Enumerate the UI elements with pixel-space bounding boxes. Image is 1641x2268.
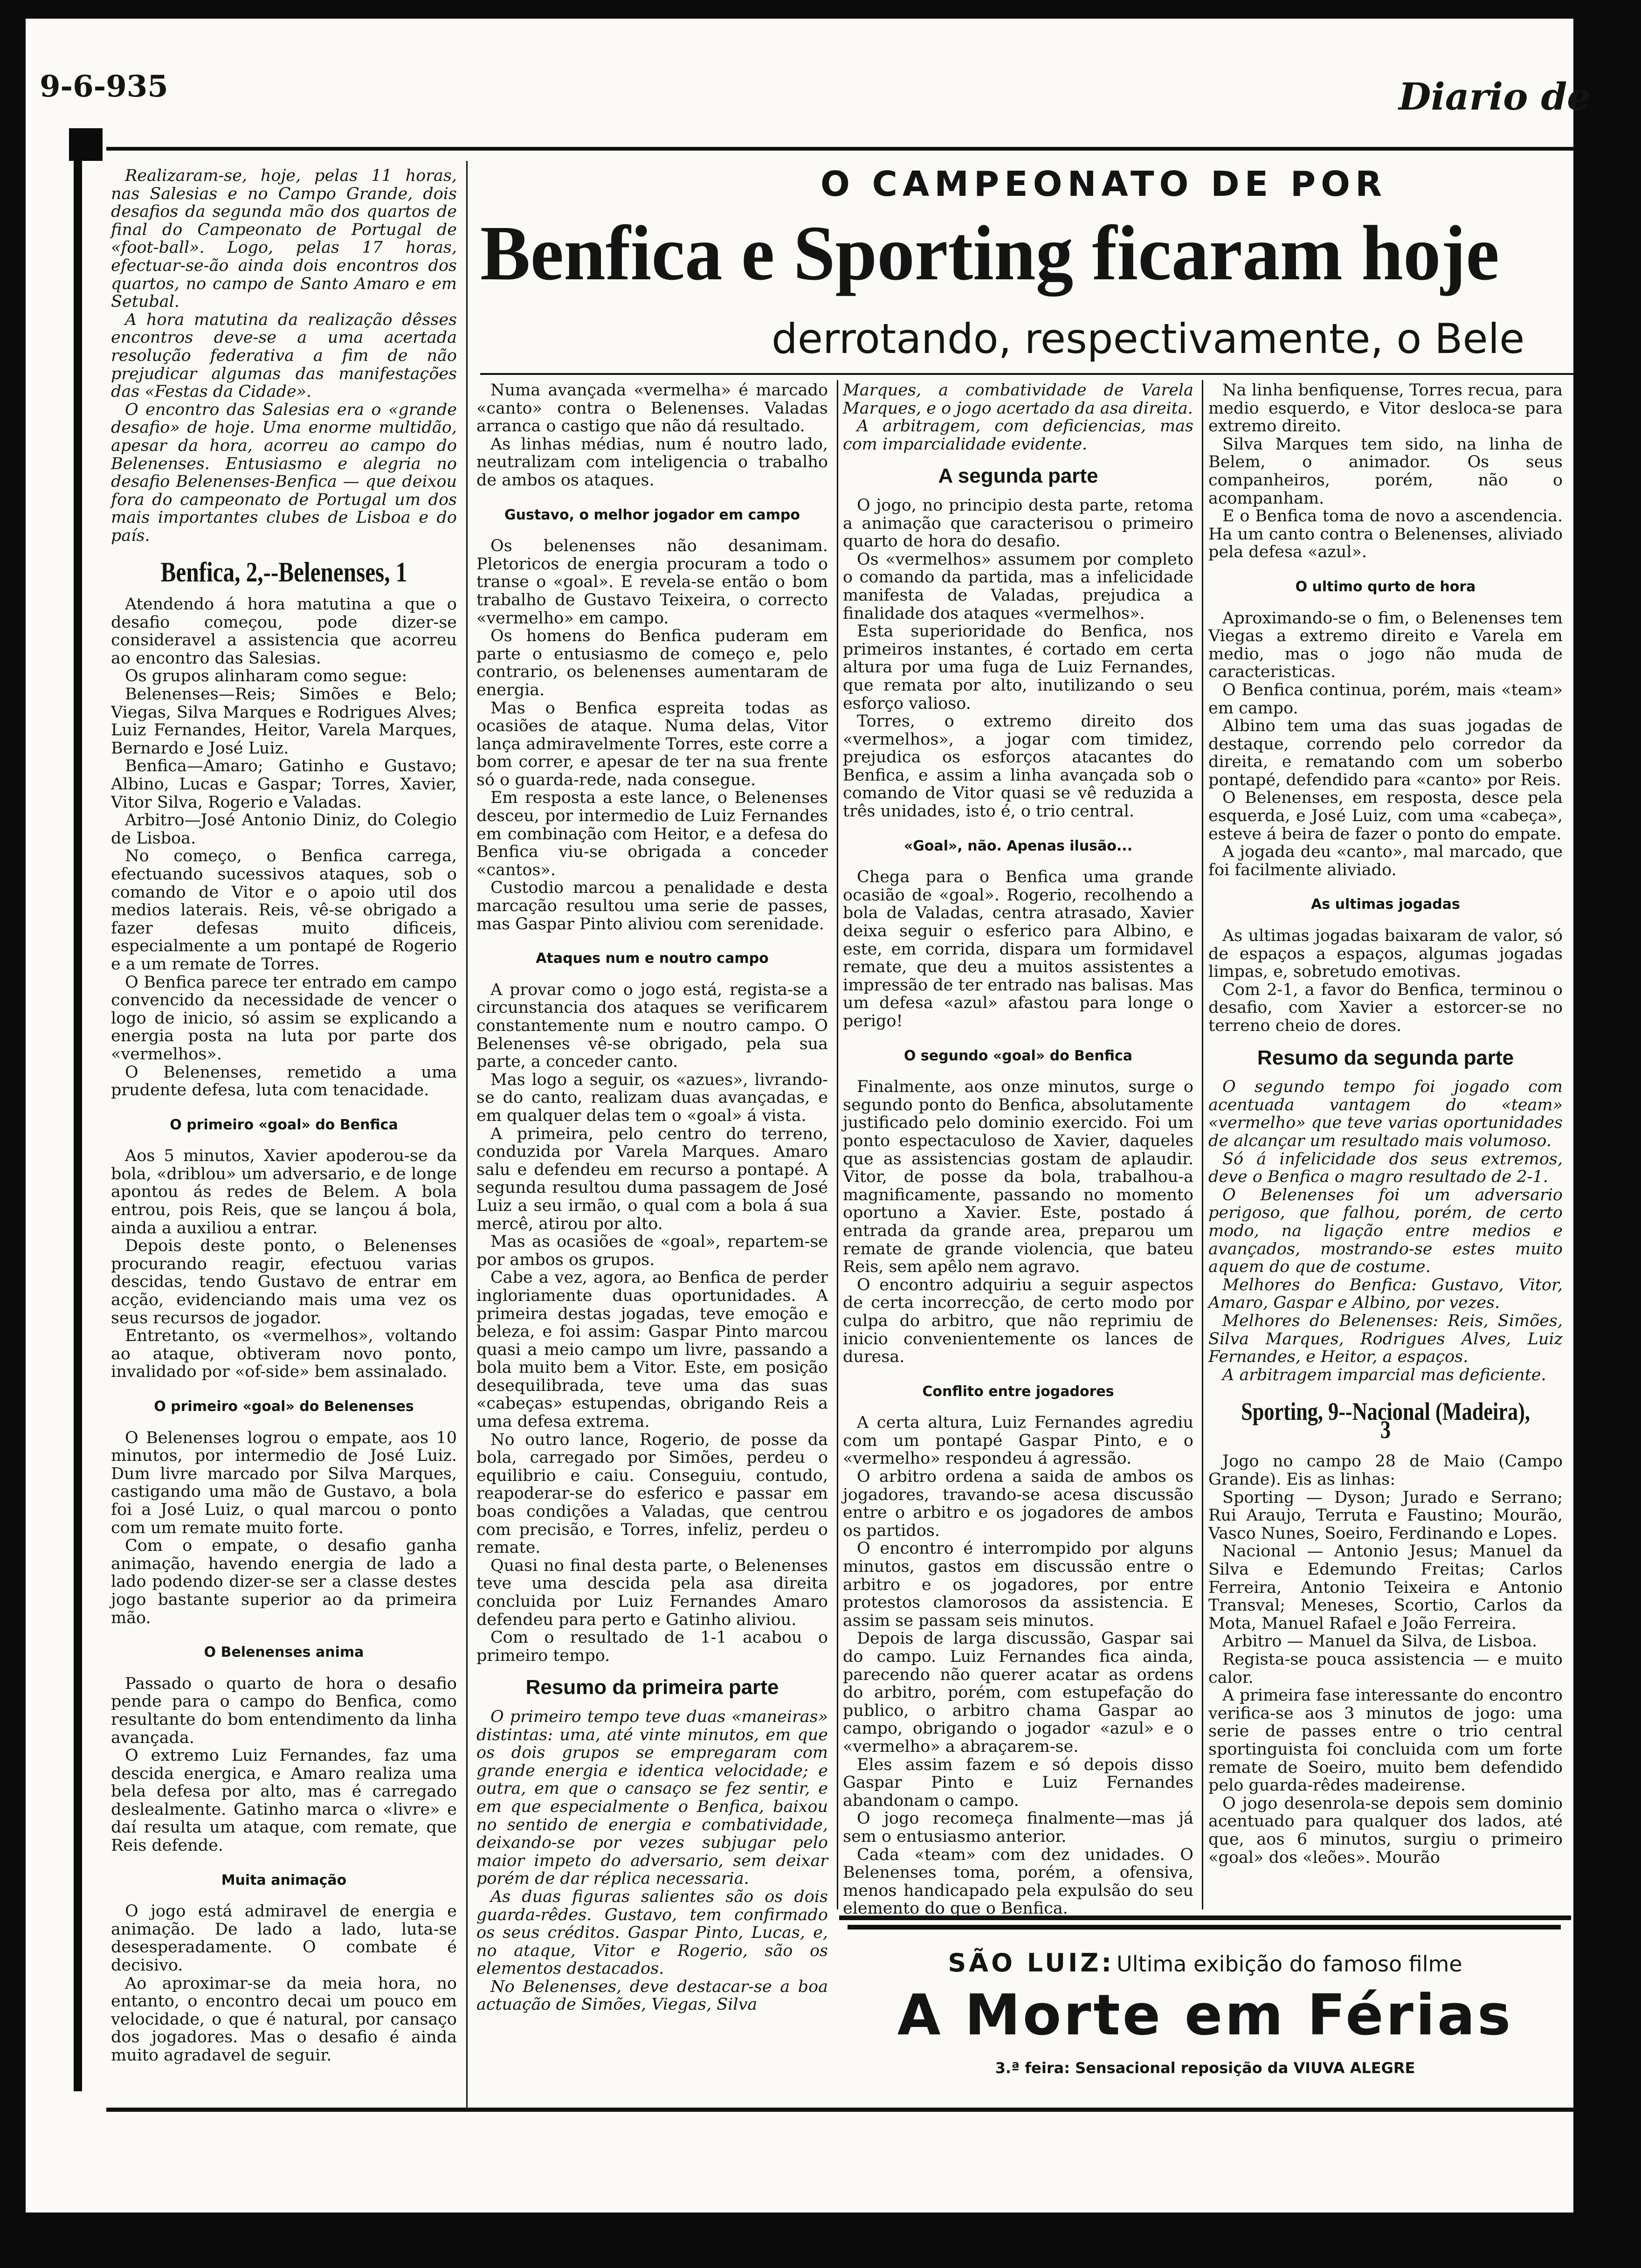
paragraph: Mas logo a seguir, os «azues», livrando-se do canto, realizam duas avançadas, e em qualquer delas tem o «goal» á vista. <box>476 1070 828 1125</box>
paragraph: No começo, o Benfica carrega, efectuando sucessivos ataques, sob o comando de Vitor e o apoio util dos medios laterais. Reis, vê-se obrigado a fazer defesas muito dificeis, especialmente a um pontapé de Rogerio e a um remate de Torres. <box>111 847 457 974</box>
paragraph: Aproximando-se o fim, o Belenenses tem Viegas a extremo direito e Varela em medio, mas o jogo não muda de caracteristicas. <box>1208 608 1563 682</box>
paragraph: Com 2-1, a favor do Benfica, terminou o desafio, com Xavier a estorcer-se no terreno cheio de dores. <box>1208 980 1563 1035</box>
headline-rule <box>480 373 1573 375</box>
paragraph: No outro lance, Rogerio, de posse da bola, carregado por Simões, perdeu o equilibrio e caiu. Conseguiu, contudo, reapoderar-se do esferico e passar em boas condições a Valadas, que centrou com precisão, e Torres, infeliz, perdeu o remate. <box>476 1430 828 1557</box>
paragraph: O Benfica parece ter entrado em campo convencido da necessidade de vencer o logo de inicio, só assim se explicando a energia posta na luta por parte dos «vermelhos». <box>111 973 457 1064</box>
paragraph: A provar como o jogo está, regista-se a circunstancia dos ataques se verificarem constantemente num e noutro campo. O Belenenses vê-se obrigado, pela sua parte, a conceder canto. <box>476 980 828 1072</box>
column-2 <box>476 381 828 2014</box>
subheading: Conflito entre jogadores <box>922 1383 1114 1400</box>
subheading: O primeiro «goal» do Benfica <box>170 1116 398 1133</box>
paragraph: Chega para o Benfica uma grande ocasião de «goal». Rogerio, recolhendo a bola de Valadas, centra atrasado, Xavier deixa seguir o esferico para Albino, e este, em corrida, dispara um formidavel remate, que deu a muitos assistentes a impressão de ter entrado nas balisas. Mas um defesa «azul» afastou para longe o perigo! <box>843 868 1193 1030</box>
paragraph: Mas as ocasiões de «goal», repartem-se por ambos os grupos. <box>476 1232 828 1269</box>
paragraph: A primeira fase interessante do encontro verifica-se aos 3 minutos de jogo: uma serie de passes entre o trio central sportinguista foi concluida com um forte remate de Soeiro, muito bem defendido pelo guarda-rêdes madeirense. <box>1208 1686 1563 1795</box>
paragraph: Aos 5 minutos, Xavier apoderou-se da bola, «driblou» um adversario, e de longe apontou ás redes de Belem. A bola entrou, pois Reis, que se lançou á bola, ainda a auxiliou a entrar. <box>111 1147 457 1238</box>
ad-subtitle: Ultima exibição do famoso filme <box>1117 1951 1462 1977</box>
binding-mark <box>69 128 103 161</box>
subheading: Muita animação <box>221 1872 347 1888</box>
column-4 <box>1208 381 1563 1867</box>
paragraph: Entretanto, os «vermelhos», voltando ao ataque, obtiveram novo ponto, invalidado por «of-side» bem assinalado. <box>111 1327 457 1382</box>
headline-main: Benfica e Sporting ficaram hoje <box>480 210 1499 297</box>
paragraph: Quasi no final desta parte, o Belenenses teve uma descida pela asa direita concluida por Luiz Fernandes Amaro defendeu para perto e Gatinho aliviou. <box>476 1556 828 1629</box>
masthead: Diario de <box>1399 75 1591 118</box>
section-heading: A segunda parte <box>938 464 1098 488</box>
subheading: As ultimas jogadas <box>1311 896 1460 913</box>
paragraph: E o Benfica toma de novo a ascendencia. Ha um canto contra o Belenenses, aliviado pela defesa «azul». <box>1208 507 1563 562</box>
paragraph: A primeira, pelo centro do terreno, conduzida por Varela Marques. Amaro salu e defendeu em recurso a pontapé. A segunda resultou duma passagem de José Luiz a seu irmão, o qual com a bola á sua mercê, atirou por alto. <box>476 1124 828 1233</box>
column-rule-2 <box>837 380 838 1909</box>
paragraph: A certa altura, Luiz Fernandes agrediu com um pontapé Gaspar Pinto, e o «vermelho» respondeu á agressão. <box>843 1413 1193 1468</box>
subheading: O ultimo qurto de hora <box>1295 578 1476 595</box>
intro-paragraph: Realizaram-se, hoje, pelas 11 horas, nas Salesias e no Campo Grande, dois desafios da segunda mão dos quartos de final do Campeonato de Portugal de «foot-ball». Logo, pelas 17 horas, efectuar-se-ão ainda dois encontros dos quartos, no campo de Santo Amaro e em Setubal. <box>111 166 457 311</box>
paragraph: O Belenenses, remetido a uma prudente defesa, luta com tenacidade. <box>111 1063 457 1100</box>
paragraph: Silva Marques tem sido, na linha de Belem, o animador. Os seus companheiros, porém, não o acompanham. <box>1208 435 1563 508</box>
paragraph: Custodio marcou a penalidade e desta marcação resultou uma serie de passes, mas Gaspar Pinto aliviou com serenidade. <box>476 878 828 933</box>
paragraph: O encontro é interrompido por alguns minutos, gastos em discussão entre o arbitro e os jogadores, por entre protestos clamorosos da assistencia. E assim se passam seis minutos. <box>843 1539 1193 1630</box>
binding-strip <box>74 161 82 2091</box>
paragraph: Passado o quarto de hora o desafio pende para o campo do Benfica, como resultante do bom entendimento da linha avançada. <box>111 1674 457 1747</box>
paragraph: Com o empate, o desafio ganha animação, havendo energia de lado a lado podendo dizer-se ser a classe destes jogo bastante superior ao da primeira mão. <box>111 1536 457 1627</box>
scan-border-top <box>0 0 1641 19</box>
column-3 <box>843 381 1193 1918</box>
paragraph: O primeiro tempo teve duas «maneiras» distintas: uma, até vinte minutos, em que os dois grupos se empregaram com grande energia e identica velocidade; e outra, em que o cansaço se fez sentir, e em que especialmente o Benfica, baixou no sentido de energia e combatividade, deixando-se por vezes subjugar pelo maior impeto do adversario, sem deixar porém de dar réplica necessaria. <box>476 1707 828 1888</box>
ad-venue: SÃO LUIZ: <box>948 1948 1114 1978</box>
paragraph: As ultimas jogadas baixaram de valor, só de espaços a espaços, algumas jogadas limpas, e, sobretudo emotivas. <box>1208 927 1563 982</box>
paragraph: Os belenenses não desanimam. Pletoricos de energia procuram a todo o transe o «goal». E revela-se então o bom trabalho de Gustavo Teixeira, o correcto «vermelho» em campo. <box>476 537 828 628</box>
paragraph: As linhas médias, num é noutro lado, neutralizam com inteligencia o trabalho de ambos os ataques. <box>476 435 828 490</box>
column-rule-1 <box>466 161 468 2108</box>
paragraph: Arbitro—José Antonio Diniz, do Colegio de Lisboa. <box>111 811 457 848</box>
paragraph: Os «vermelhos» assumem por completo o comando da partida, mas a infelicidade manifesta de Valadas, prejudica a finalidade dos ataques «vermelhos». <box>843 550 1193 623</box>
paragraph: As duas figuras salientes são os dois guarda-rêdes. Gustavo, tem confirmado os seus créditos. Gaspar Pinto, Lucas, e, no ataque, Vitor e Rogerio, são os elementos destacados. <box>476 1887 828 1978</box>
paragraph: Melhores do Benfica: Gustavo, Vitor, Amaro, Gaspar e Albino, por vezes. <box>1208 1275 1563 1313</box>
subheading: Ataques num e noutro campo <box>536 950 769 967</box>
paragraph: Depois de larga discussão, Gaspar sai do campo. Luiz Fernandes fica ainda, parecendo não querer acatar as ordens do arbitro, porém, com estupefação do publico, o arbitro chama Gaspar ao campo, obrigando o jogador «azul» e o «vermelho» a abraçarem-se. <box>843 1629 1193 1756</box>
column-rule-3 <box>1202 380 1203 1909</box>
paragraph: Eles assim fazem e só depois disso Gaspar Pinto e Luiz Fernandes abandonam o campo. <box>843 1755 1193 1810</box>
paragraph: Regista-se pouca assistencia — e muito calor. <box>1208 1650 1563 1687</box>
paragraph: Só á infelicidade dos seus extremos, deve o Benfica o magro resultado de 2-1. <box>1208 1149 1563 1187</box>
paragraph: Nacional — Antonio Jesus; Manuel da Silva e Edemundo Freitas; Carlos Ferreira, Antonio Teixeira e Antonio Transval; Meneses, Scortio, Carlos da Mota, Manuel Rafael e João Ferreira. <box>1208 1542 1563 1633</box>
paragraph: Com o resultado de 1-1 acabou o primeiro tempo. <box>476 1628 828 1665</box>
paragraph: Os homens do Benfica puderam em parte o entusiasmo de começo e, pelo contrario, os belenenses aumentaram de energia. <box>476 627 828 699</box>
subheading: «Goal», não. Apenas ilusão... <box>903 837 1133 854</box>
paragraph: Sporting — Dyson; Jurado e Serrano; Rui Araujo, Terruta e Faustino; Mourão, Vasco Nunes, Soeiro, Ferdinando e Lopes. <box>1208 1488 1563 1543</box>
ad-line-1 <box>839 1948 1571 1978</box>
ad-film-title: A Morte em Férias <box>897 1983 1513 2048</box>
match-title-sporting: Sporting, 9--Nacional (Madeira), 3 <box>1241 1397 1530 1444</box>
paragraph: O Belenenses, em resposta, desce pela esquerda, e José Luiz, com uma «cabeça», esteve á beira de fazer o ponto do empate. <box>1208 788 1563 844</box>
paragraph: Torres, o extremo direito dos «vermelhos», a jogar com timidez, prejudica os esforços atacantes do Benfica, e assim a linha avançada sob o comando de Vitor quasi se vê reduzida a três unidades, isto é, o trio central. <box>843 712 1193 821</box>
paragraph: A arbitragem imparcial mas deficiente. <box>1222 1365 1546 1384</box>
match-title-benfica: Benfica, 2,--Belenenses, 1 <box>160 557 407 588</box>
paragraph: Esta superioridade do Benfica, nos primeiros instantes, é cortado em certa altura por uma fuga de Luiz Fernandes, que remata por alto, inutilizando o seu esforço valioso. <box>843 622 1193 713</box>
paragraph: O Belenenses foi um adversario perigoso, que falhou, porém, de certo modo, na ligação entre medios e avançados, mostrando-se estes muito aquem do que de costume. <box>1208 1185 1563 1277</box>
intro-paragraph: O encontro das Salesias era o «grande desafio» de hoje. Uma enorme multidão, apesar da hora, acorreu ao campo do Belenenses. Entusiasmo e alegria no desafio Belenenses-Benfica — que deixou fora do campeonato de Portugal um dos mais importantes clubes de Lisboa e do país. <box>111 400 457 545</box>
paragraph: O jogo recomeça finalmente—mas já sem o entusiasmo anterior. <box>843 1809 1193 1846</box>
paragraph: Atendendo á hora matutina a que o desafio começou, pode dizer-se consideravel a assistencia que acorreu ao encontro das Salesias. <box>111 595 457 668</box>
subheading: Gustavo, o melhor jogador em campo <box>504 506 800 523</box>
paragraph: O Belenenses logrou o empate, aos 10 minutos, por intermedio de José Luiz. Dum livre marcado por Silva Marques, castigando uma mão de Gustavo, a bola foi a José Luiz, o qual marcou o ponto com um remate muito forte. <box>111 1428 457 1537</box>
paragraph: Cabe a vez, agora, ao Benfica de perder ingloriamente duas oportunidades. A primeira destas jogadas, teve emoção e beleza, e foi assim: Gaspar Pinto marcou quasi a meio campo um livre, passando a bola muito bem a Vitor. Este, em posição desequilibrada, teve uma das suas «cabeças» estupendas, obrigando Reis a uma defesa extrema. <box>476 1268 828 1431</box>
paragraph: O segundo tempo foi jogado com acentuada vantagem do «team» «vermelho» que teve varias oportunidades de alcançar um resultado mais volumoso. <box>1208 1078 1563 1150</box>
subheading: O Belenenses anima <box>204 1644 364 1661</box>
paragraph: Arbitro — Manuel da Silva, de Lisboa. <box>1222 1632 1538 1651</box>
paragraph: O Benfica continua, porém, mais «team» em campo. <box>1208 680 1563 718</box>
scan-border-right <box>1573 0 1641 2268</box>
paragraph: No Belenenses, deve destacar-se a boa actuação de Simões, Viegas, Silva <box>476 1977 828 2014</box>
paragraph: Jogo no campo 28 de Maio (Campo Grande). Eis as linhas: <box>1208 1452 1563 1489</box>
paragraph: Em resposta a este lance, o Belenenses desceu, por intermedio de Luiz Fernandes em combinação com Heitor, e a defesa do Benfica viu-se obrigada a conceder «cantos». <box>476 788 828 879</box>
paragraph: Belenenses—Reis; Simões e Belo; Viegas, Silva Marques e Rodrigues Alves; Luiz Fernandes, Heitor, Varela Marques, Bernardo e José Luiz. <box>111 685 457 758</box>
paragraph: Melhores do Belenenses: Reis, Simões, Silva Marques, Rodrigues Alves, Luiz Fernandes, e Heitor, a espaços. <box>1208 1311 1563 1367</box>
paragraph: O encontro adquiriu a seguir aspectos de certa incorrecção, de certo modo por culpa do arbitro, que não reprimiu de inicio convenientemente os lances de duresa. <box>843 1275 1193 1367</box>
cinema-advertisement <box>839 1915 1571 2107</box>
paragraph: Depois deste ponto, o Belenenses procurando reagir, efectuou varias descidas, tendo Gustavo de entrar em acção, evidenciando mais uma vez os seus recursos de jogador. <box>111 1237 457 1328</box>
headline-deck: derrotando, respectivamente, o Bele <box>772 315 1525 363</box>
column-1 <box>111 167 457 2065</box>
paragraph: O jogo, no principio desta parte, retoma a animação que caracterisou o primeiro quarto de hora do desafio. <box>843 496 1193 551</box>
scan-border-bottom <box>0 2213 1641 2268</box>
intro-text <box>111 167 457 545</box>
scan-border-left <box>0 0 26 2268</box>
paragraph: Na linha benfiquense, Torres recua, para medio esquerdo, e Vitor desloca-se para extremo direito. <box>1208 381 1563 436</box>
headline-kicker: O CAMPEONATO DE POR <box>820 164 1387 204</box>
ad-rule <box>848 1925 1561 1929</box>
bottom-rule <box>106 2108 1573 2112</box>
paragraph: Finalmente, aos onze minutos, surge o segundo ponto do Benfica, absolutamente justificado pelo dominio exercido. Foi um ponto espectaculoso de Xavier, daqueles que as assistencias gostam de aplaudir. Vitor, de posse da bola, trabalhou-a magnificamente, passando no momento oportuno a Xavier. Este, postado á entrada da grande area, preparou um remate de grande violencia, que bateu Reis, sem apêlo nem agravo. <box>843 1078 1193 1277</box>
subheading: O primeiro «goal» do Belenenses <box>154 1398 414 1415</box>
subheading: O segundo «goal» do Benfica <box>903 1047 1133 1064</box>
intro-paragraph: A hora matutina da realização dêsses encontros deve-se a uma acertada resolução federativa a fim de não prejudicar algumas das manifestações das «Festas da Cidade». <box>111 310 457 401</box>
paragraph: Mas o Benfica espreita todas as ocasiões de ataque. Numa delas, Vitor lança admiravelmente Torres, este corre a bom correr, e apesar de ter na sua frente só o guarda-rede, nada consegue. <box>476 698 828 789</box>
paragraph: O extremo Luiz Fernandes, faz uma descida energica, e Amaro realiza uma bela defesa por alto, mas é carregado deslealmente. Gatinho marca o «livre» e daí resulta um ataque, com remate, que Reis defende. <box>111 1746 457 1855</box>
section-heading: Resumo da segunda parte <box>1257 1046 1514 1069</box>
paragraph: Numa avançada «vermelha» é marcado «canto» contra o Belenenses. Valadas arranca o castigo que não dá resultado. <box>476 381 828 436</box>
section-heading: Resumo da primeira parte <box>525 1676 779 1699</box>
paragraph: O jogo desenrola-se depois sem dominio acentuado para qualquer dos lados, até que, aos 6 minutos, surgiu o primeiro «goal» dos «leões». Mourão <box>1208 1794 1563 1867</box>
paragraph: A jogada deu «canto», mal marcado, que foi facilmente aliviado. <box>1208 843 1563 879</box>
paragraph: O arbitro ordena a saida de ambos os jogadores, travando-se acesa discussão entre o arbitro e os jogadores de ambos os partidos. <box>843 1467 1193 1540</box>
paragraph: Cada «team» com dez unidades. O Belenenses toma, porém, a ofensiva, menos handicapado pela expulsão do seu elemento do que o Benfica. <box>843 1845 1193 1918</box>
header-rule <box>106 147 1573 151</box>
paragraph: O jogo está admiravel de energia e animação. De lado a lado, luta-se desesperadamente. O combate é decisivo. <box>111 1902 457 1975</box>
issue-date: 9-6-935 <box>40 69 168 104</box>
paragraph: Marques, a combatividade de Varela Marques, e o jogo acertado da asa direita. <box>843 381 1193 418</box>
paragraph: A arbitragem, com deficiencias, mas com imparcialidade evidente. <box>843 417 1193 454</box>
paragraph: Benfica—Amaro; Gatinho e Gustavo; Albino, Lucas e Gaspar; Torres, Xavier, Vitor Silva, Rogerio e Valadas. <box>111 757 457 812</box>
paragraph: Os grupos alinharam como segue: <box>125 667 407 686</box>
ad-footnote: 3.ª feira: Sensacional reposição da VIUVA ALEGRE <box>995 2059 1415 2077</box>
paragraph: Albino tem uma das suas jogadas de destaque, correndo pelo corredor da direita, e rematando com um soberbo pontapé, defendido para «canto» por Reis. <box>1208 717 1563 789</box>
paragraph: Ao aproximar-se da meia hora, no entanto, o encontro decai um pouco em velocidade, o que é natural, por cansaço dos jogadores. Mas o desafio é ainda muito agradavel de seguir. <box>111 1974 457 2065</box>
